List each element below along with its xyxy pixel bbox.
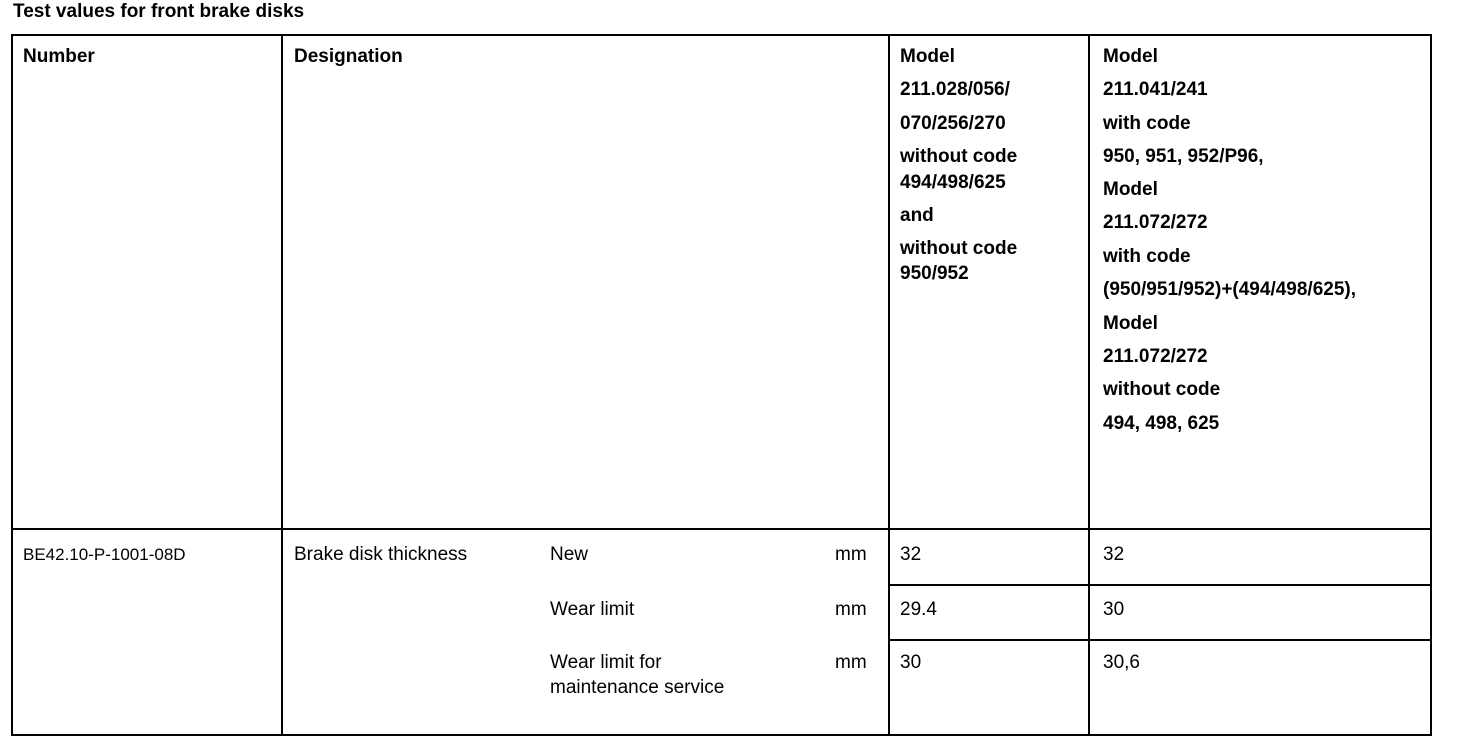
row-number: BE42.10-P-1001-08D [23, 545, 186, 564]
header-model-line: 211.072/272 [1103, 346, 1208, 367]
header-model-line: and [900, 205, 934, 226]
row-value-model-2: 30 [1103, 599, 1125, 620]
row-designation: Brake disk thickness [294, 544, 468, 565]
column-divider [888, 34, 890, 736]
header-model-line: Model [1103, 179, 1158, 200]
row-value-model-2: 30,6 [1103, 652, 1140, 673]
header-number: Number [23, 46, 95, 67]
row-divider [888, 639, 1432, 641]
header-model-line: Model [1103, 46, 1158, 67]
row-label: maintenance service [550, 677, 725, 698]
header-model-line: 211.028/056/ [900, 79, 1010, 100]
header-model-line: 211.041/241 [1103, 79, 1208, 100]
header-model-line: without code [1103, 379, 1221, 400]
row-label: Wear limit for [550, 652, 662, 673]
header-model-line: 211.072/272 [1103, 212, 1208, 233]
row-value-model-2: 32 [1103, 544, 1125, 565]
header-model-line: 494, 498, 625 [1103, 413, 1220, 434]
row-label: Wear limit [550, 599, 635, 620]
table-border-right [1430, 34, 1432, 736]
row-divider [888, 584, 1432, 586]
header-model-line: with code [1103, 246, 1191, 267]
table-border-bottom [11, 734, 1432, 736]
header-model-line: 950/952 [900, 263, 969, 284]
row-unit: mm [835, 599, 867, 620]
header-model-line: without code [900, 146, 1018, 167]
column-divider [281, 34, 283, 736]
row-unit: mm [835, 652, 867, 673]
row-value-model-1: 30 [900, 652, 922, 673]
header-model-line: without code [900, 238, 1018, 259]
header-divider [11, 528, 1432, 530]
header-model-line: 950, 951, 952/P96, [1103, 146, 1264, 167]
header-model-line: 494/498/625 [900, 172, 1006, 193]
column-divider [1088, 34, 1090, 736]
header-designation: Designation [294, 46, 403, 67]
header-model-line: Model [900, 46, 955, 67]
header-model-line: 070/256/270 [900, 113, 1006, 134]
row-value-model-1: 29.4 [900, 599, 937, 620]
table-border-top [11, 34, 1432, 36]
table-border-left [11, 34, 13, 736]
row-unit: mm [835, 544, 867, 565]
header-model-line: (950/951/952)+(494/498/625), [1103, 279, 1357, 300]
page-title: Test values for front brake disks [13, 1, 305, 22]
row-value-model-1: 32 [900, 544, 922, 565]
header-model-line: with code [1103, 113, 1191, 134]
header-model-line: Model [1103, 313, 1158, 334]
row-label: New [550, 544, 589, 565]
